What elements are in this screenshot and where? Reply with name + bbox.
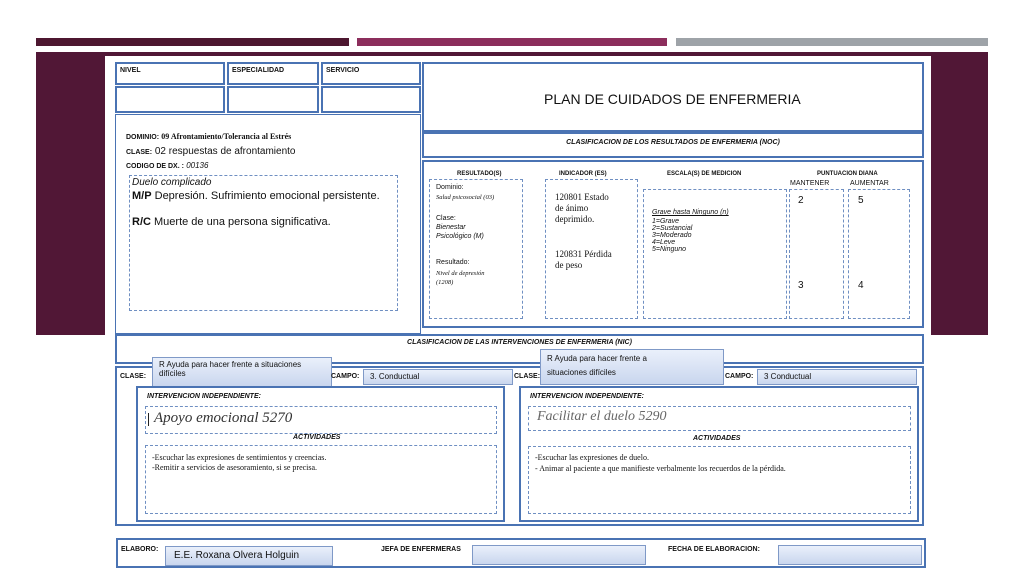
rc-prefix: R/C bbox=[132, 216, 151, 228]
codigo-line bbox=[126, 161, 208, 170]
nic-left-clase-value[interactable] bbox=[152, 357, 332, 387]
diagnosis-label: Duelo complicado bbox=[132, 177, 212, 188]
text-cursor bbox=[148, 413, 149, 426]
top-accent-bar-dark bbox=[36, 38, 349, 46]
nic-left-actividades-label: ACTIVIDADES bbox=[293, 434, 341, 441]
mp-prefix: M/P bbox=[132, 190, 152, 202]
col-resultados: RESULTADO(S) bbox=[457, 171, 502, 177]
nic-left-intervencion-label: INTERVENCION INDEPENDIENTE: bbox=[147, 393, 261, 400]
elaboro-label: ELABORO: bbox=[121, 546, 159, 553]
servicio-label: SERVICIO bbox=[326, 67, 360, 74]
escala-item-1: 1=Grave bbox=[652, 218, 680, 225]
nic-right-actividades-box[interactable] bbox=[528, 446, 911, 514]
col-puntuacion: PUNTUACION DIANA bbox=[817, 171, 878, 177]
clase-line bbox=[126, 146, 296, 157]
noc-resultado-value-1: Nivel de depresión bbox=[436, 270, 485, 277]
nic-right-actividad-2: - Animar al paciente a que manifieste verbalmente los recuerdos de la pérdida. bbox=[535, 464, 786, 473]
nic-heading: CLASIFICACION DE LAS INTERVENCIONES DE ENFERMERIA (NIC) bbox=[407, 339, 632, 346]
nic-right-intervencion-box[interactable] bbox=[528, 406, 911, 431]
top-accent-bar-magenta bbox=[357, 38, 667, 46]
nic-left-actividad-2: -Remitir a servicios de asesoramiento, si se precisa. bbox=[152, 463, 318, 472]
escala-title: Grave hasta Ninguno (n) bbox=[652, 209, 729, 216]
nic-left-actividades-box[interactable] bbox=[145, 445, 497, 514]
care-plan-sheet bbox=[105, 56, 931, 526]
especialidad-cell bbox=[227, 62, 319, 85]
nic-right-intervencion-label: INTERVENCION INDEPENDIENTE: bbox=[530, 393, 644, 400]
nic-left-intervencion-box[interactable] bbox=[145, 406, 497, 434]
nic-right-actividades-label: ACTIVIDADES bbox=[693, 435, 741, 442]
nic-right-actividad-1: -Escuchar las expresiones de duelo. bbox=[535, 453, 649, 462]
nic-left-clase-label: CLASE: bbox=[120, 373, 147, 380]
nic-left-clase-line1: R Ayuda para hacer frente a situaciones bbox=[159, 360, 302, 369]
diagnosis-box bbox=[115, 114, 421, 334]
escala-box[interactable] bbox=[643, 189, 787, 319]
nic-left-actividad-1: -Escuchar las expresiones de sentimientos y creencias. bbox=[152, 453, 327, 462]
nic-right-campo-label: CAMPO: bbox=[725, 373, 754, 380]
aumentar-value-1: 5 bbox=[858, 195, 864, 206]
indicador-2-line1: 120831 Pérdida bbox=[555, 249, 612, 259]
noc-table-box bbox=[422, 160, 924, 328]
noc-resultado-value-2: (1208) bbox=[436, 279, 454, 286]
escala-item-5: 5=Ninguno bbox=[652, 246, 687, 253]
clase-prefix: CLASE: bbox=[126, 149, 153, 156]
dominio-line bbox=[126, 132, 291, 141]
nic-right-campo-value[interactable]: 3 Conductual bbox=[757, 369, 917, 385]
nic-right-clase-line2: situaciones difíciles bbox=[547, 368, 616, 377]
nic-left-panel bbox=[136, 386, 505, 522]
indicador-2-line2: de peso bbox=[555, 260, 583, 270]
especialidad-label: ESPECIALIDAD bbox=[232, 67, 285, 74]
mantener-box[interactable] bbox=[789, 189, 844, 319]
col-escala: ESCALA(S) DE MEDICION bbox=[667, 171, 742, 177]
nic-left-intervencion-value: Apoyo emocional 5270 bbox=[154, 410, 293, 426]
nic-right-panel bbox=[519, 386, 919, 522]
aumentar-value-2: 4 bbox=[858, 280, 864, 291]
noc-clase-value-1: Bienestar bbox=[436, 224, 466, 231]
nic-right-clase-value[interactable] bbox=[540, 349, 724, 385]
escala-item-4: 4=Leve bbox=[652, 239, 676, 246]
diagnosis-statement-box[interactable] bbox=[129, 175, 398, 311]
noc-dominio-label: Dominio: bbox=[436, 184, 464, 191]
nivel-cell bbox=[115, 62, 225, 85]
noc-heading-box bbox=[422, 132, 924, 158]
noc-clase-value-2: Psicológico (M) bbox=[436, 233, 484, 240]
page-title: PLAN DE CUIDADOS DE ENFERMERIA bbox=[544, 91, 801, 107]
dominio-value: 09 Afrontamiento/Tolerancia al Estrés bbox=[161, 132, 292, 141]
nic-right-intervencion-value: Facilitar el duelo 5290 bbox=[537, 409, 667, 424]
fecha-value[interactable] bbox=[778, 545, 922, 565]
dominio-prefix: DOMINIO: bbox=[126, 134, 160, 141]
codigo-value: 00136 bbox=[186, 161, 209, 170]
escala-item-3: 3=Moderado bbox=[652, 232, 692, 239]
col-indicador: INDICADOR (ES) bbox=[559, 171, 607, 177]
jefa-value[interactable] bbox=[472, 545, 646, 565]
mp-line bbox=[132, 190, 380, 202]
clase-value: 02 respuestas de afrontamiento bbox=[154, 146, 296, 157]
aumentar-box[interactable] bbox=[848, 189, 910, 319]
resultados-box[interactable] bbox=[429, 179, 523, 319]
fecha-label: FECHA DE ELABORACION: bbox=[668, 546, 760, 553]
servicio-cell bbox=[321, 62, 421, 85]
noc-clase-label: Clase: bbox=[436, 215, 456, 222]
noc-heading: CLASIFICACION DE LOS RESULTADOS DE ENFERMERIA (NOC) bbox=[566, 139, 780, 146]
nic-right-clase-line1: R Ayuda para hacer frente a bbox=[547, 354, 647, 363]
rc-line bbox=[132, 216, 331, 228]
codigo-prefix: CODIGO DE DX. : bbox=[126, 163, 184, 170]
col-mantener: MANTENER bbox=[790, 180, 830, 187]
mp-text: Depresión. Sufrimiento emocional persistente. bbox=[154, 190, 380, 202]
rc-text: Muerte de una persona significativa. bbox=[154, 216, 331, 228]
indicador-1-line3: deprimido. bbox=[555, 214, 595, 224]
noc-dominio-value: Salud psicosocial (03) bbox=[436, 194, 495, 201]
noc-resultado-label: Resultado: bbox=[436, 259, 470, 266]
servicio-value-cell[interactable] bbox=[321, 86, 421, 113]
nivel-value-cell[interactable] bbox=[115, 86, 225, 113]
indicador-box[interactable] bbox=[545, 179, 638, 319]
top-accent-bar-gray bbox=[676, 38, 988, 46]
nic-left-campo-value[interactable]: 3. Conductual bbox=[363, 369, 513, 385]
indicador-1-line1: 120801 Estado bbox=[555, 192, 609, 202]
title-cell bbox=[422, 62, 924, 132]
nivel-label: NIVEL bbox=[120, 67, 141, 74]
elaboro-value[interactable]: E.E. Roxana Olvera Holguin bbox=[165, 546, 333, 566]
nic-left-clase-line2: difíciles bbox=[159, 369, 186, 378]
col-aumentar: AUMENTAR bbox=[850, 180, 889, 187]
jefa-label: JEFA DE ENFERMERAS bbox=[381, 546, 461, 553]
nic-left-campo-label: CAMPO: bbox=[331, 373, 360, 380]
mantener-value-2: 3 bbox=[798, 280, 804, 291]
footer-box bbox=[116, 538, 926, 568]
indicador-1-line2: de ánimo bbox=[555, 203, 589, 213]
mantener-value-1: 2 bbox=[798, 195, 804, 206]
escala-item-2: 2=Sustancial bbox=[652, 225, 693, 232]
nic-right-clase-label: CLASE: bbox=[514, 373, 541, 380]
especialidad-value-cell[interactable] bbox=[227, 86, 319, 113]
